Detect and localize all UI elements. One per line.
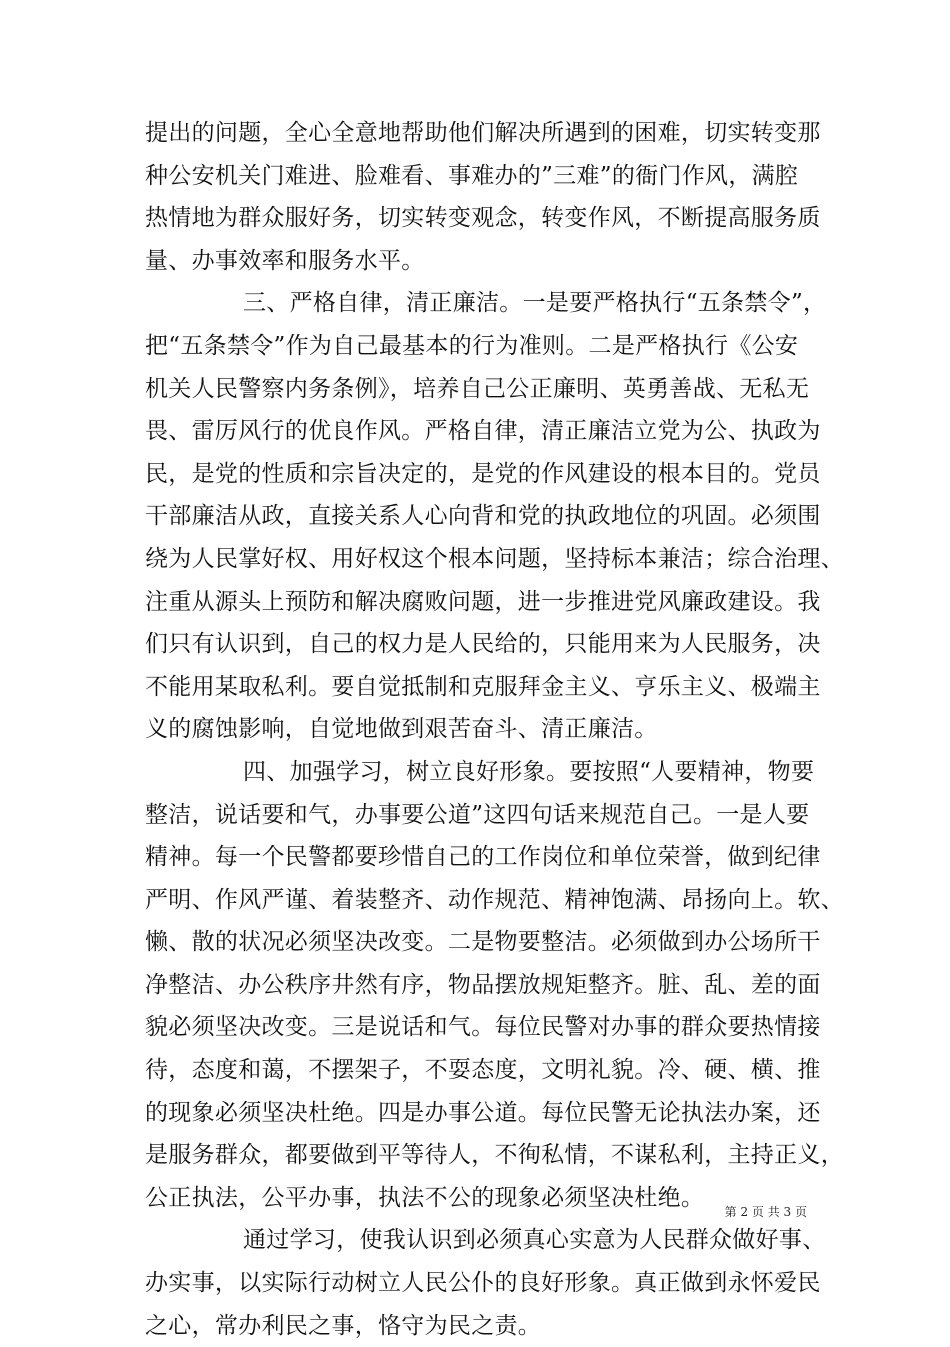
text-line: 严明、作风严谨、着装整齐、动作规范、精神饱满、昂扬向上。软、 — [145, 886, 844, 913]
paragraph-continuation — [145, 112, 830, 282]
text-line: 精神。每一个民警都要珍惜自己的工作岗位和单位荣誉，做到纪律 — [145, 844, 821, 871]
text-line: 注重从源头上预防和解决腐败问题，进一步推进党风廉政建设。我 — [145, 588, 821, 615]
text-line: 净整洁、办公秩序井然有序，物品摆放规矩整齐。脏、乱、差的面 — [145, 971, 821, 998]
text-line: 办实事，以实际行动树立人民公仆的良好形象。真正做到永怀爱民 — [145, 1270, 821, 1297]
text-line: 懒、散的状况必须坚决改变。二是物要整洁。必须做到办公场所干 — [145, 929, 821, 956]
text-line: 是服务群众，都要做到平等待人，不徇私情，不谋私利，主持正义， — [145, 1142, 844, 1169]
text-line: 公正执法，公平办事，执法不公的现象必须坚决杜绝。 — [145, 1184, 705, 1211]
paragraph-section-three — [145, 282, 844, 751]
paragraph-section-four — [145, 751, 844, 1220]
text-line: 机关人民警察内务条例》，培养自己公正廉明、英勇善战、无私无 — [145, 375, 810, 402]
text-line: 不能用某取私利。要自觉抵制和克服拜金主义、亨乐主义、极端主 — [145, 673, 821, 700]
text-line: 提出的问题，全心全意地帮助他们解决所遇到的困难，切实转变那 — [145, 120, 821, 146]
text-line: 的现象必须坚决杜绝。四是办事公道。每位民警无论执法办案，还 — [145, 1099, 821, 1126]
text-line: 四、加强学习，树立良好形象。要按照“人要精神，物要 — [243, 758, 815, 785]
page-number-footer: 第 2 页 共 3 页 — [724, 1205, 807, 1219]
text-line: 把“五条禁令”作为自己最基本的行为准则。二是严格执行《公安 — [145, 332, 799, 359]
text-line: 们只有认识到，自己的权力是人民给的，只能用来为人民服务，决 — [145, 631, 821, 658]
text-line: 义的腐蚀影响，自觉地做到艰苦奋斗、清正廉洁。 — [145, 716, 658, 743]
paragraph-conclusion — [145, 1219, 830, 1347]
text-line: 整洁，说话要和气，办事要公道”这四句话来规范自己。一是人要 — [145, 801, 810, 828]
document-body — [145, 112, 844, 1347]
text-line: 绕为人民掌好权、用好权这个根本问题，坚持标本兼洁；综合治理、 — [145, 545, 844, 572]
text-line: 三、严格自律，清正廉洁。一是要严格执行“五条禁令”， — [243, 290, 827, 317]
text-line: 畏、雷厉风行的优良作风。严格自律，清正廉洁立党为公、执政为 — [145, 418, 821, 445]
text-line: 民，是党的性质和宗旨决定的，是党的作风建设的根本目的。党员 — [145, 460, 821, 487]
text-line: 量、办事效率和服务水平。 — [145, 247, 425, 274]
text-line: 之心，常办利民之事，恪守为民之责。 — [145, 1312, 542, 1339]
text-line: 热情地为群众服好务，切实转变观念，转变作风，不断提高服务质 — [145, 205, 821, 232]
text-line: 干部廉洁从政，直接关系人心向背和党的执政地位的巩固。必须围 — [145, 503, 821, 530]
text-line: 通过学习，使我认识到必须真心实意为人民群众做好事、 — [243, 1227, 826, 1254]
text-line: 待，态度和蔼，不摆架子，不耍态度，文明礼貌。冷、硬、横、推 — [145, 1057, 821, 1084]
text-line: 种公安机关门难进、脸难看、事难办的”三难”的衙门作风，满腔 — [145, 162, 799, 189]
text-line: 貌必须坚决改变。三是说话和气。每位民警对办事的群众要热情接 — [145, 1014, 821, 1041]
